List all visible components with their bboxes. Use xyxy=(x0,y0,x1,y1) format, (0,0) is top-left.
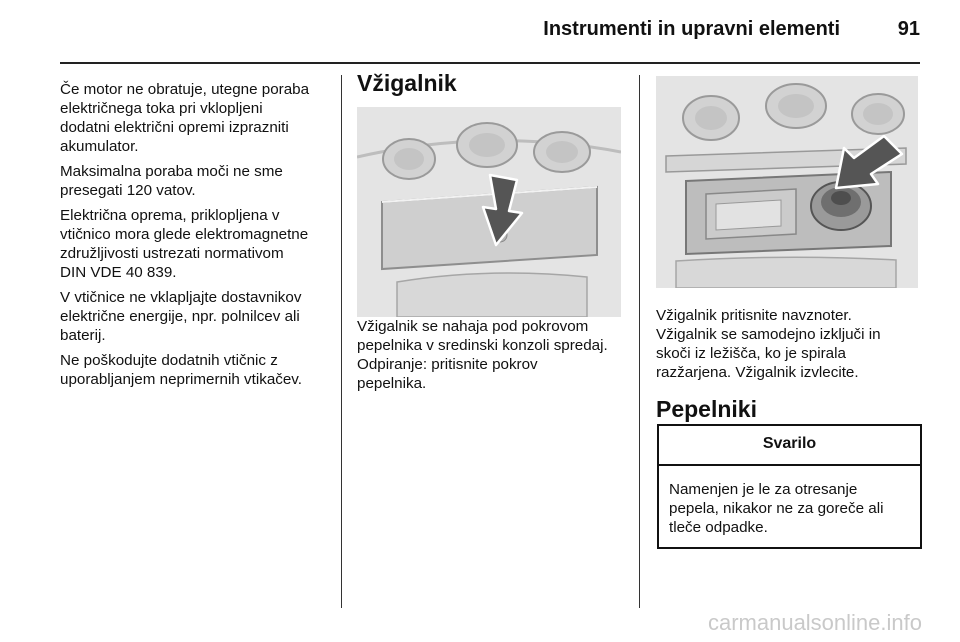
lighter-press-illustration xyxy=(656,76,918,288)
header-title: Instrumenti in upravni elementi xyxy=(543,18,840,40)
page-header xyxy=(60,12,920,58)
paragraph-no-chargers: V vtičnice ne vklapljajte dostavnikov električne energije, npr. polnilcev ali baterij. xyxy=(60,289,302,344)
section-heading-lighter: Vžigalnik xyxy=(357,70,457,96)
watermark: carmanualsonline.info xyxy=(707,610,922,635)
header-divider xyxy=(60,62,920,64)
page-number: 91 xyxy=(897,18,920,40)
paragraph-plugs: Ne poškodujte dodatnih vtičnic z uporabljanjem neprimernih vtikačev. xyxy=(60,352,302,388)
column-divider-right xyxy=(639,75,640,608)
column-divider-left xyxy=(341,75,342,608)
right-column xyxy=(656,76,920,422)
lighter-use-caption: Vžigalnik pritisnite navznoter. Vžigalnik se samodejno izključi in skoči iz ležišča, ko je spirala razžarjena. Vžigalnik izvlecite. xyxy=(656,307,881,381)
paragraph-max-power: Maksimalna poraba moči ne sme presegati 120 vatov. xyxy=(60,163,283,199)
paragraph-emc: Električna oprema, priklopljena v vtičnico mora glede elektromagnetne združljivosti ustrezati normativom DIN VDE 40 839. xyxy=(60,207,309,281)
left-column xyxy=(60,80,335,395)
warning-text: Namenjen je le za otresanje pepela, nikakor ne za goreče ali tleče odpadke. xyxy=(669,481,884,536)
lighter-location-caption: Vžigalnik se nahaja pod pokrovom pepelnika v sredinski konzoli spredaj. Odpiranje: pritisnite pokrov pepelnika. xyxy=(357,318,608,392)
section-heading-ashtrays: Pepelniki xyxy=(656,396,757,422)
warning-box xyxy=(657,424,922,549)
middle-column xyxy=(357,70,627,399)
warning-title: Svarilo xyxy=(659,426,920,466)
ashtray-cover-illustration xyxy=(357,107,621,317)
paragraph-battery: Če motor ne obratuje, utegne poraba električnega toka pri vklopljeni dodatni električni opremi izprazniti akumulator. xyxy=(60,81,310,155)
